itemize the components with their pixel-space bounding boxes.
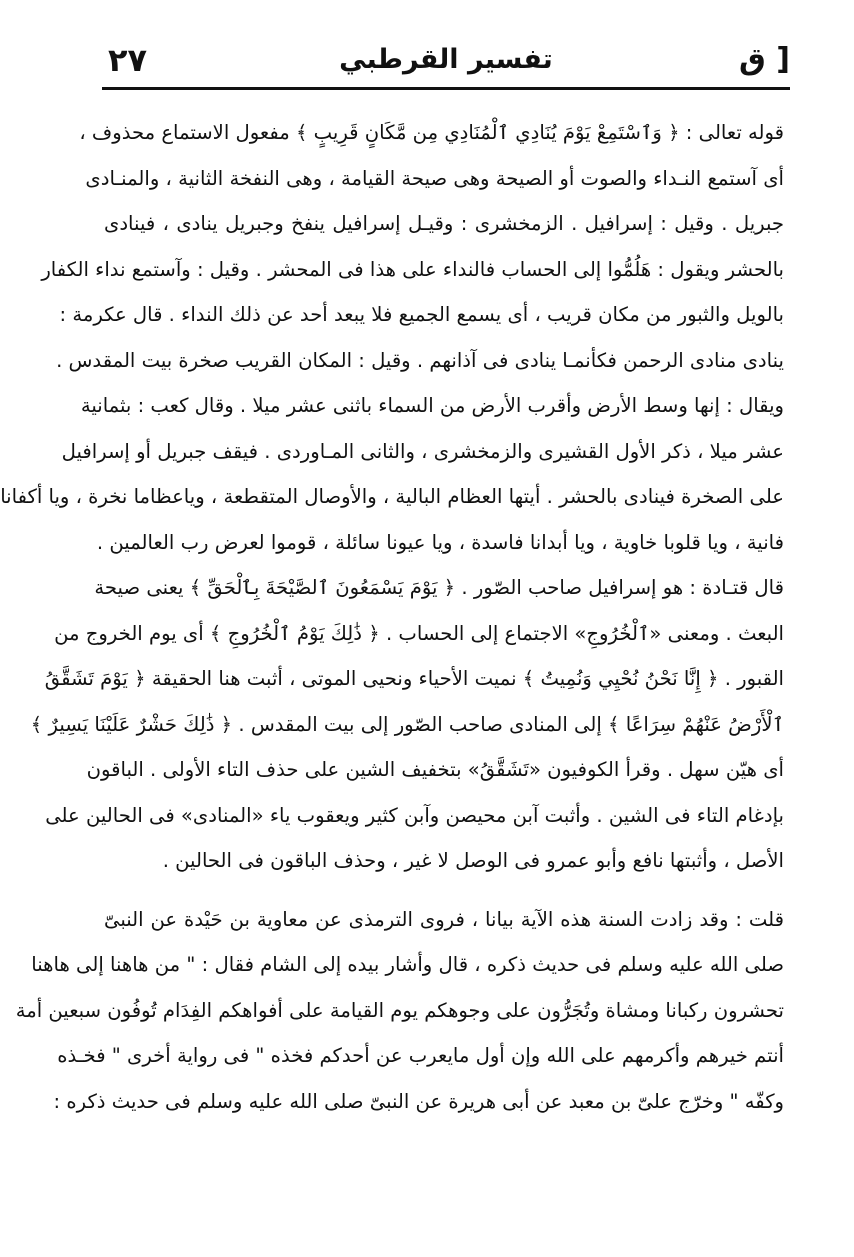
header-rule bbox=[102, 87, 790, 90]
page-header bbox=[102, 34, 790, 90]
text-line: قلت : وقد زادت السنة هذه الآية بيانا ، فروى الترمذى عن معاوية بن حَيْدة عن النبىّ bbox=[104, 907, 784, 931]
text-line: عشر ميلا ، ذكر الأول القشيرى والزمخشرى ، والثانى المـاوردى . فيقف جبريل أو إسرافيل bbox=[61, 439, 784, 463]
text-line: أى هيّن سهل . وقرأ الكوفيون «تَشَقَّقُ» بتخفيف الشين على حذف التاء الأولى . الباقون bbox=[86, 758, 784, 781]
text-line: قوله تعالى : ﴿ وَٱسْتَمِعْ يَوْمَ يُنَادِي ٱلْمُنَادِي مِن مَّكَانٍ قَرِيبٍ ﴾ مفعول الاستماع محذوف ، bbox=[79, 121, 784, 144]
text-line: الأصل ، وأثبتها نافع وأبو عمرو فى الوصل لا غير ، وحذف الباقون فى الحالين . bbox=[162, 849, 784, 872]
text-line: وكفّه " وخرّج علىّ بن معبد عن أبى هريرة عن النبىّ صلى الله عليه وسلم فى حديث ذكره : bbox=[53, 1089, 784, 1113]
text-line: ٱلْأَرْضُ عَنْهُمْ سِرَاعًا ﴾ إلى المنادى صاحب الصّور إلى بيت المقدس . ﴿ ذَٰلِكَ حَشْرٌ عَلَيْنَا يَسِيرٌ ﴾ bbox=[30, 712, 784, 736]
text-line: البعث . ومعنى «ٱلْخُرُوجِ» الاجتماع إلى الحساب . ﴿ ذَٰلِكَ يَوْمُ ٱلْخُرُوجِ ﴾ أى يوم الخروج من bbox=[54, 621, 784, 645]
paragraph-one bbox=[0, 110, 784, 884]
text-line: صلى الله عليه وسلم فى حديث ذكره ، قال وأشار بيده إلى الشام فقال : " من هاهنا إلى هاهنا bbox=[31, 953, 784, 976]
text-line: قال قتـادة : هو إسرافيل صاحب الصّور . ﴿ يَوْمَ يَسْمَعُونَ ٱلصَّيْحَةَ بِٱلْحَقِّ ﴾ يعنى صيحة bbox=[94, 576, 784, 599]
running-title: تفسير القرطبي bbox=[339, 44, 553, 75]
body-text bbox=[0, 110, 784, 1124]
text-line: أنتم خيرهم وأكرمهم على الله وإن أول مايعرب عن أحدكم فخذه " فى رواية أخرى " فخـذه bbox=[57, 1044, 784, 1067]
text-line: أى آستمع النـداء والصوت أو الصيحة وهى صيحة القيامة ، وهى النفخة الثانية ، والمنـادى bbox=[85, 166, 784, 190]
text-line: بالويل والثبور من مكان قريب ، أى يسمع الجميع فلا يبعد أحد عن ذلك النداء . قال عكرمة : bbox=[59, 303, 784, 326]
text-line: بالحشر ويقول : هَلُمُّوا إلى الحساب فالنداء على هذا فى المحشر . وقيل : وآستمع نداء الكفار bbox=[41, 257, 784, 281]
page-number: ٢٧ bbox=[108, 41, 148, 79]
text-line: ويقال : إنها وسط الأرض وأقرب الأرض من السماء باثنى عشر ميلا . وقال كعب : بثمانية bbox=[80, 394, 784, 417]
paragraph-two bbox=[15, 897, 784, 1125]
text-line: القبور . ﴿ إِنَّا نَحْنُ نُحْيِي وَنُمِيتُ ﴾ نميت الأحياء ونحيى الموتى ، أثبت هنا الحقيقة ﴿ يَوْمَ تَشَقَّقُ bbox=[44, 667, 784, 690]
text-line: على الصخرة فينادى بالحشر . أيتها العظام البالية ، والأوصال المتقطعة ، وياعظاما نخرة ، ويا أكفانا bbox=[0, 485, 784, 508]
text-line: تحشرون ركبانا ومشاة وتُجَرُّون على وجوهكم يوم القيامة على أفواهكم الفِدَام تُوفُون سبعين أمة bbox=[15, 998, 784, 1022]
sura-marker: ق ] bbox=[739, 42, 790, 77]
text-line: بإدغام التاء فى الشين . وأثبت آبن محيصن وآبن كثير ويعقوب ياء «المنادى» فى الحالين على bbox=[45, 803, 784, 827]
text-line: جبريل . وقيل : إسرافيل . الزمخشرى : وقيـل إسرافيل ينفخ وجبريل ينادى ، فينادى bbox=[104, 212, 784, 235]
text-line: فانية ، ويا قلوبا خاوية ، ويا أبدانا فاسدة ، ويا عيونا سائلة ، قوموا لعرض رب العالمين . bbox=[96, 530, 784, 554]
text-line: ينادى منادى الرحمن فكأنمـا ينادى فى آذانهم . وقيل : المكان القريب صخرة بيت المقدس . bbox=[56, 348, 784, 372]
